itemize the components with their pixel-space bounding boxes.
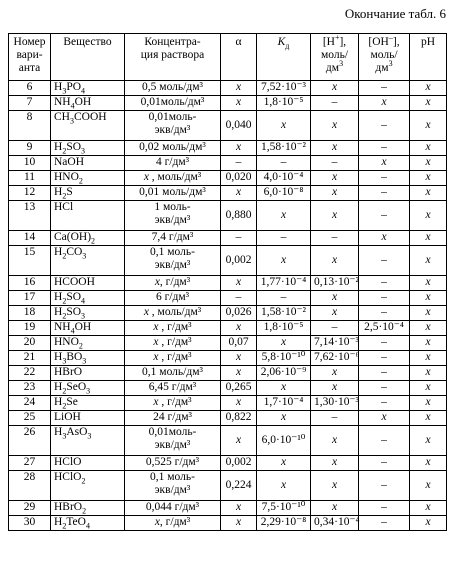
h-concentration-cell: x <box>311 306 359 321</box>
alpha-cell: x <box>221 186 257 201</box>
oh-concentration-cell: – <box>359 471 410 501</box>
table-row <box>9 306 447 321</box>
substance-cell: $CH_3COOH$ <box>51 111 125 141</box>
data-table <box>8 33 447 531</box>
variant-number-cell: 20 <box>9 336 51 351</box>
kd-cell: 2,29·10⁻⁸ <box>257 516 311 531</box>
substance-cell: $H_3PO_4$ <box>51 81 125 96</box>
ph-cell: x <box>410 366 447 381</box>
variant-number-cell: 28 <box>9 471 51 501</box>
alpha-cell: 0,07 <box>221 336 257 351</box>
substance-cell: HCOOH <box>51 276 125 291</box>
table-row <box>9 231 447 246</box>
alpha-cell: 0,822 <box>221 411 257 426</box>
concentration-cell: x , г/дм³ <box>125 396 221 411</box>
h-concentration-cell: 0,34·10⁻⁴ <box>311 516 359 531</box>
table-row <box>9 396 447 411</box>
substance-cell: $H_2SeO_3$ <box>51 381 125 396</box>
table-row <box>9 186 447 201</box>
variant-number-cell: 10 <box>9 156 51 171</box>
concentration-cell: x , моль/дм³ <box>125 306 221 321</box>
concentration-cell: 6 г/дм³ <box>125 291 221 306</box>
ph-cell: x <box>410 471 447 501</box>
ph-cell: x <box>410 171 447 186</box>
oh-concentration-cell: – <box>359 186 410 201</box>
concentration-cell: 0,5 моль/дм³ <box>125 81 221 96</box>
ph-cell: x <box>410 516 447 531</box>
substance-cell: HClO <box>51 456 125 471</box>
kd-cell: 1,8·10⁻⁵ <box>257 96 311 111</box>
h-concentration-cell: x <box>311 501 359 516</box>
ph-cell: x <box>410 276 447 291</box>
h-concentration-cell: 7,14·10⁻³ <box>311 336 359 351</box>
oh-concentration-cell: – <box>359 426 410 456</box>
table-row <box>9 411 447 426</box>
header-ph: pH <box>410 34 447 81</box>
variant-number-cell: 21 <box>9 351 51 366</box>
header-concentration: Концентра- ция раствора <box>125 34 221 81</box>
h-concentration-cell: x <box>311 426 359 456</box>
variant-number-cell: 15 <box>9 246 51 276</box>
concentration-cell: 0,01моль- экв/дм³ <box>125 426 221 456</box>
variant-number-cell: 18 <box>9 306 51 321</box>
oh-concentration-cell: – <box>359 501 410 516</box>
substance-cell: $H_2SO_3$ <box>51 306 125 321</box>
ph-cell: x <box>410 81 447 96</box>
h-concentration-cell: x <box>311 291 359 306</box>
alpha-cell: 0,265 <box>221 381 257 396</box>
concentration-cell: x , г/дм³ <box>125 336 221 351</box>
kd-cell: 1,8·10⁻⁵ <box>257 321 311 336</box>
table-row <box>9 321 447 336</box>
ph-cell: x <box>410 246 447 276</box>
concentration-cell: 0,525 г/дм³ <box>125 456 221 471</box>
oh-concentration-cell: – <box>359 306 410 321</box>
alpha-cell: 0,002 <box>221 246 257 276</box>
table-row <box>9 81 447 96</box>
table-row <box>9 471 447 501</box>
kd-cell: 6,0·10⁻⁸ <box>257 186 311 201</box>
alpha-cell: 0,002 <box>221 456 257 471</box>
alpha-cell: x <box>221 426 257 456</box>
concentration-cell: 4 г/дм³ <box>125 156 221 171</box>
substance-cell: HBrO <box>51 366 125 381</box>
ph-cell: x <box>410 381 447 396</box>
alpha-cell: – <box>221 231 257 246</box>
substance-cell: $HNO_2$ <box>51 171 125 186</box>
oh-concentration-cell: – <box>359 516 410 531</box>
oh-concentration-cell: x <box>359 231 410 246</box>
kd-cell: x <box>257 411 311 426</box>
oh-concentration-cell: – <box>359 381 410 396</box>
variant-number-cell: 29 <box>9 501 51 516</box>
variant-number-cell: 17 <box>9 291 51 306</box>
header-kd: $K_д$ <box>257 34 311 81</box>
header-oh-concentration: [OH–], моль/ $дм^3$ <box>359 34 410 81</box>
substance-cell: $H_2Se$ <box>51 396 125 411</box>
ph-cell: x <box>410 321 447 336</box>
variant-number-cell: 22 <box>9 366 51 381</box>
ph-cell: x <box>410 141 447 156</box>
alpha-cell: 0,224 <box>221 471 257 501</box>
variant-number-cell: 14 <box>9 231 51 246</box>
ph-cell: x <box>410 201 447 231</box>
alpha-cell: – <box>221 156 257 171</box>
concentration-cell: x , г/дм³ <box>125 351 221 366</box>
substance-cell: $NH_4OH$ <box>51 321 125 336</box>
table-row <box>9 381 447 396</box>
kd-cell: x <box>257 111 311 141</box>
variant-number-cell: 8 <box>9 111 51 141</box>
concentration-cell: x, г/дм³ <box>125 516 221 531</box>
substance-cell: HBrO$_2$ <box>51 501 125 516</box>
variant-number-cell: 19 <box>9 321 51 336</box>
substance-cell: $H_3AsO_3$ <box>51 426 125 456</box>
ph-cell: x <box>410 186 447 201</box>
variant-number-cell: 6 <box>9 81 51 96</box>
table-row <box>9 501 447 516</box>
h-concentration-cell: x <box>311 201 359 231</box>
variant-number-cell: 26 <box>9 426 51 456</box>
table-row <box>9 201 447 231</box>
variant-number-cell: 9 <box>9 141 51 156</box>
h-concentration-cell: – <box>311 231 359 246</box>
oh-concentration-cell: x <box>359 96 410 111</box>
oh-concentration-cell: – <box>359 456 410 471</box>
table-row <box>9 111 447 141</box>
kd-cell: 1,58·10⁻² <box>257 141 311 156</box>
concentration-cell: x , моль/дм³ <box>125 171 221 186</box>
concentration-cell: 0,02 моль/дм³ <box>125 141 221 156</box>
substance-cell: $H_2TeO_4$ <box>51 516 125 531</box>
header-substance: Вещество <box>51 34 125 81</box>
oh-concentration-cell: x <box>359 156 410 171</box>
oh-concentration-cell: – <box>359 111 410 141</box>
oh-concentration-cell: – <box>359 171 410 186</box>
ph-cell: x <box>410 411 447 426</box>
table-row <box>9 516 447 531</box>
ph-cell: x <box>410 336 447 351</box>
oh-concentration-cell: – <box>359 336 410 351</box>
kd-cell: x <box>257 246 311 276</box>
kd-cell: x <box>257 471 311 501</box>
h-concentration-cell: 1,30·10⁻³ <box>311 396 359 411</box>
variant-number-cell: 23 <box>9 381 51 396</box>
oh-concentration-cell: – <box>359 201 410 231</box>
h-concentration-cell: – <box>311 321 359 336</box>
h-concentration-cell: x <box>311 456 359 471</box>
substance-cell: HClO$_2$ <box>51 471 125 501</box>
concentration-cell: 0,1 моль- экв/дм³ <box>125 246 221 276</box>
oh-concentration-cell: – <box>359 291 410 306</box>
variant-number-cell: 11 <box>9 171 51 186</box>
substance-cell: NaOH <box>51 156 125 171</box>
h-concentration-cell: x <box>311 186 359 201</box>
concentration-cell: 0,1 моль- экв/дм³ <box>125 471 221 501</box>
h-concentration-cell: x <box>311 141 359 156</box>
table-row <box>9 366 447 381</box>
concentration-cell: 6,45 г/дм³ <box>125 381 221 396</box>
ph-cell: x <box>410 351 447 366</box>
h-concentration-cell: x <box>311 81 359 96</box>
kd-cell: 6,0·10⁻¹⁰ <box>257 426 311 456</box>
kd-cell: – <box>257 156 311 171</box>
concentration-cell: 24 г/дм³ <box>125 411 221 426</box>
substance-cell: $NH_4OH$ <box>51 96 125 111</box>
variant-number-cell: 24 <box>9 396 51 411</box>
table-row <box>9 456 447 471</box>
h-concentration-cell: x <box>311 246 359 276</box>
oh-concentration-cell: – <box>359 351 410 366</box>
ph-cell: x <box>410 111 447 141</box>
ph-cell: x <box>410 396 447 411</box>
oh-concentration-cell: x <box>359 411 410 426</box>
table-row <box>9 336 447 351</box>
kd-cell: x <box>257 336 311 351</box>
h-concentration-cell: x <box>311 366 359 381</box>
alpha-cell: x <box>221 276 257 291</box>
oh-concentration-cell: – <box>359 141 410 156</box>
alpha-cell: x <box>221 366 257 381</box>
variant-number-cell: 25 <box>9 411 51 426</box>
h-concentration-cell: x <box>311 381 359 396</box>
substance-cell: LiOH <box>51 411 125 426</box>
kd-cell: x <box>257 456 311 471</box>
oh-concentration-cell: – <box>359 276 410 291</box>
variant-number-cell: 7 <box>9 96 51 111</box>
table-row <box>9 156 447 171</box>
substance-cell: $H_2SO_4$ <box>51 291 125 306</box>
alpha-cell: x <box>221 516 257 531</box>
h-concentration-cell: 0,13·10⁻² <box>311 276 359 291</box>
header-row <box>9 34 447 81</box>
concentration-cell: 0,1 моль/дм³ <box>125 366 221 381</box>
substance-cell: $HNO_2$ <box>51 336 125 351</box>
concentration-cell: 0,044 г/дм³ <box>125 501 221 516</box>
kd-cell: – <box>257 231 311 246</box>
variant-number-cell: 30 <box>9 516 51 531</box>
ph-cell: x <box>410 96 447 111</box>
table-row <box>9 141 447 156</box>
table-caption: Окончание табл. 6 <box>344 6 446 21</box>
kd-cell: 7,5·10⁻¹⁰ <box>257 501 311 516</box>
concentration-cell: 7,4 г/дм³ <box>125 231 221 246</box>
alpha-cell: 0,040 <box>221 111 257 141</box>
alpha-cell: 0,880 <box>221 201 257 231</box>
header-alpha: α <box>221 34 257 81</box>
kd-cell: 7,52·10⁻³ <box>257 81 311 96</box>
alpha-cell: x <box>221 321 257 336</box>
alpha-cell: x <box>221 501 257 516</box>
h-concentration-cell: x <box>311 111 359 141</box>
substance-cell: $H_2SO_3$ <box>51 141 125 156</box>
alpha-cell: x <box>221 351 257 366</box>
h-concentration-cell: x <box>311 171 359 186</box>
substance-cell: $H_3BO_3$ <box>51 351 125 366</box>
kd-cell: x <box>257 381 311 396</box>
kd-cell: 1,77·10⁻⁴ <box>257 276 311 291</box>
h-concentration-cell: – <box>311 96 359 111</box>
alpha-cell: x <box>221 396 257 411</box>
concentration-cell: x, г/дм³ <box>125 276 221 291</box>
variant-number-cell: 13 <box>9 201 51 231</box>
substance-cell: $H_2CO_3$ <box>51 246 125 276</box>
alpha-cell: – <box>221 291 257 306</box>
table-row <box>9 291 447 306</box>
table-row <box>9 351 447 366</box>
kd-cell: 1,7·10⁻⁴ <box>257 396 311 411</box>
header-h-concentration: [H+], моль/ $дм^3$ <box>311 34 359 81</box>
ph-cell: x <box>410 456 447 471</box>
table-row <box>9 246 447 276</box>
oh-concentration-cell: 2,5·10⁻⁴ <box>359 321 410 336</box>
h-concentration-cell: – <box>311 156 359 171</box>
table-row <box>9 96 447 111</box>
variant-number-cell: 12 <box>9 186 51 201</box>
substance-cell: $Ca(OH)_2$ <box>51 231 125 246</box>
oh-concentration-cell: – <box>359 246 410 276</box>
kd-cell: x <box>257 201 311 231</box>
substance-cell: $H_2S$ <box>51 186 125 201</box>
oh-concentration-cell: – <box>359 81 410 96</box>
ph-cell: x <box>410 156 447 171</box>
ph-cell: x <box>410 426 447 456</box>
substance-cell: HCl <box>51 201 125 231</box>
variant-number-cell: 27 <box>9 456 51 471</box>
concentration-cell: 0,01моль/дм³ <box>125 96 221 111</box>
h-concentration-cell: 7,62·10⁻⁶ <box>311 351 359 366</box>
alpha-cell: 0,020 <box>221 171 257 186</box>
table-row <box>9 276 447 291</box>
table-row <box>9 426 447 456</box>
alpha-cell: 0,026 <box>221 306 257 321</box>
concentration-cell: x , г/дм³ <box>125 321 221 336</box>
kd-cell: 4,0·10⁻⁴ <box>257 171 311 186</box>
h-concentration-cell: – <box>311 411 359 426</box>
ph-cell: x <box>410 306 447 321</box>
alpha-cell: x <box>221 96 257 111</box>
alpha-cell: x <box>221 81 257 96</box>
table-body <box>9 81 447 531</box>
h-concentration-cell: x <box>311 471 359 501</box>
ph-cell: x <box>410 231 447 246</box>
concentration-cell: 1 моль- экв/дм³ <box>125 201 221 231</box>
alpha-cell: x <box>221 141 257 156</box>
variant-number-cell: 16 <box>9 276 51 291</box>
table-row <box>9 171 447 186</box>
kd-cell: 5,8·10⁻¹⁰ <box>257 351 311 366</box>
kd-cell: – <box>257 291 311 306</box>
concentration-cell: 0,01 моль/дм³ <box>125 186 221 201</box>
kd-cell: 2,06·10⁻⁹ <box>257 366 311 381</box>
kd-cell: 1,58·10⁻² <box>257 306 311 321</box>
oh-concentration-cell: – <box>359 396 410 411</box>
header-variant-number: Номер вари- анта <box>9 34 51 81</box>
oh-concentration-cell: – <box>359 366 410 381</box>
concentration-cell: 0,01моль- экв/дм³ <box>125 111 221 141</box>
ph-cell: x <box>410 291 447 306</box>
ph-cell: x <box>410 501 447 516</box>
